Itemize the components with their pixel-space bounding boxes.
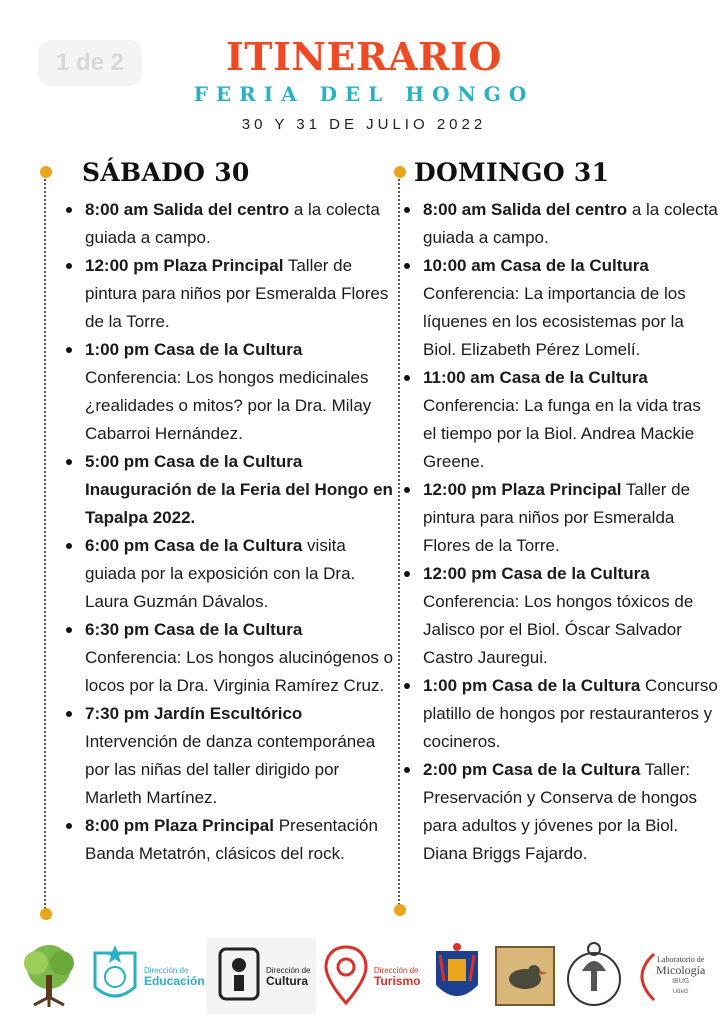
cultura-line1: Dirección de xyxy=(266,966,311,975)
event-item xyxy=(64,196,394,252)
event-time-place: 12:00 pm Plaza Principal xyxy=(423,480,622,499)
micologia-text xyxy=(656,954,705,998)
event-item xyxy=(64,616,394,700)
page-title: ITINERARIO xyxy=(225,34,503,79)
saturday-heading: SÁBADO 30 xyxy=(82,158,250,187)
turismo-text xyxy=(374,965,420,987)
tree-logo xyxy=(14,938,84,1014)
educacion-line1: Dirección de xyxy=(144,966,189,975)
event-item xyxy=(64,700,394,812)
micologia-line4: UdeG xyxy=(672,989,689,995)
event-item xyxy=(64,448,394,532)
coat-of-arms-icon xyxy=(430,941,484,1011)
sunday-events xyxy=(402,196,718,868)
bird-icon xyxy=(494,945,556,1007)
page-indicator: 1 de 2 xyxy=(38,40,142,86)
event-dates: 30 Y 31 DE JULIO 2022 xyxy=(241,116,487,133)
laboratorio-micologia-logo xyxy=(628,938,718,1014)
event-description: Taller de pintura para niños por Esmeralda Flores de la Torre. xyxy=(85,256,389,331)
timeline-dot-bottom xyxy=(40,908,52,920)
event-description: Conferencia: Los hongos medicinales ¿realidades o mitos? por la Dra. Milay Cabarroi Hernández. xyxy=(85,368,372,443)
timeline-dot-bottom xyxy=(394,904,406,916)
event-item xyxy=(402,252,718,364)
event-description: Conferencia: Los hongos alucinógenos o locos por la Dra. Virginia Ramírez Cruz. xyxy=(85,648,394,695)
event-time-place: 10:00 am Casa de la Cultura xyxy=(423,256,649,275)
saturday-events xyxy=(64,196,394,868)
educacion-text xyxy=(144,965,205,987)
event-description: visita guiada por la exposición con la Dra. Laura Guzmán Dávalos. xyxy=(85,536,356,611)
event-time-place: 6:30 pm Casa de la Cultura xyxy=(85,620,303,639)
page-subtitle: FERIA DEL HONGO xyxy=(193,82,535,106)
event-item xyxy=(402,364,718,476)
sociedad-micologia-logo xyxy=(564,938,626,1014)
timeline-dot-top xyxy=(40,166,52,178)
micologia-line1: Laboratorio de xyxy=(657,955,705,964)
sunday-timeline xyxy=(398,172,400,908)
educacion-line2: Educación xyxy=(144,974,205,988)
event-time-place: 12:00 pm Casa de la Cultura xyxy=(423,564,650,583)
event-description: Taller: Preservación y Conserva de hongos para adultos y jóvenes por la Biol. Diana Briggs Fajardo. xyxy=(423,760,698,863)
event-item xyxy=(64,532,394,616)
mushroom-seal-icon xyxy=(564,941,624,1011)
education-badge-icon xyxy=(90,943,140,1009)
event-description: Conferencia: La importancia de los líquenes en los ecosistemas por la Biol. Elizabeth Pérez Lomelí. xyxy=(423,284,686,359)
event-time-place: 12:00 pm Plaza Principal xyxy=(85,256,284,275)
sunday-heading: DOMINGO 31 xyxy=(414,158,610,187)
turismo-line1: Dirección de xyxy=(374,966,419,975)
saturday-timeline xyxy=(44,172,46,912)
event-time-place: 7:30 pm Jardín Escultórico xyxy=(85,704,303,723)
tree-icon xyxy=(14,941,84,1011)
event-description: Conferencia: La funga en la vida tras el tiempo por la Biol. Andrea Mackie Greene. xyxy=(423,396,701,471)
event-item xyxy=(402,756,718,868)
educacion-logo xyxy=(90,938,210,1014)
turismo-logo xyxy=(322,938,432,1014)
event-description: Presentación Banda Metatrón, clásicos del rock. xyxy=(85,816,378,863)
bird-stamp-logo xyxy=(494,938,560,1014)
event-item xyxy=(402,672,718,756)
micologia-line2: Micología xyxy=(656,963,706,977)
timeline-dot-top xyxy=(394,166,406,178)
event-time-place: 1:00 pm Casa de la Cultura xyxy=(85,340,303,359)
event-description: a la colecta guiada a campo. xyxy=(85,200,380,247)
event-item xyxy=(64,252,394,336)
event-description: Taller de pintura para niños por Esmeralda Flores de la Torre. xyxy=(423,480,691,555)
event-time-place: 6:00 pm Casa de la Cultura xyxy=(85,536,303,555)
event-description: Conferencia: Los hongos tóxicos de Jalisco por el Biol. Óscar Salvador Castro Jauregui. xyxy=(423,592,694,667)
cultura-text xyxy=(266,965,310,987)
event-time-place: 1:00 pm Casa de la Cultura xyxy=(423,676,641,695)
event-time-place: 8:00 am Salida del centro xyxy=(423,200,628,219)
micologia-line3: IBUG xyxy=(672,978,690,985)
event-time-place: 11:00 am Casa de la Cultura xyxy=(423,368,648,387)
micologia-arc-icon xyxy=(628,946,656,1006)
cultura-emblem-icon xyxy=(214,943,264,1009)
event-time-place: 8:00 pm Plaza Principal xyxy=(85,816,274,835)
coat-of-arms-logo xyxy=(430,938,490,1014)
location-pin-icon xyxy=(322,943,370,1009)
event-time-place: 2:00 pm Casa de la Cultura xyxy=(423,760,641,779)
event-description: a la colecta guiada a campo. xyxy=(423,200,718,247)
event-item xyxy=(64,336,394,448)
event-item xyxy=(402,196,718,252)
cultura-logo xyxy=(206,938,316,1014)
event-description: Concurso platillo de hongos por restauranteros y cocineros. xyxy=(423,676,718,751)
event-description: Intervención de danza contemporánea por las niñas del taller dirigido por Marleth Martínez. xyxy=(85,732,376,807)
event-item xyxy=(402,560,718,672)
event-time-place: 5:00 pm Casa de la Cultura Inauguración de la Feria del Hongo en Tapalpa 2022. xyxy=(85,452,393,527)
cultura-line2: Cultura xyxy=(266,974,308,988)
turismo-line2: Turismo xyxy=(374,974,421,988)
event-item xyxy=(64,812,394,868)
event-time-place: 8:00 am Salida del centro xyxy=(85,200,290,219)
sponsor-logos xyxy=(10,938,718,1014)
event-item xyxy=(402,476,718,560)
